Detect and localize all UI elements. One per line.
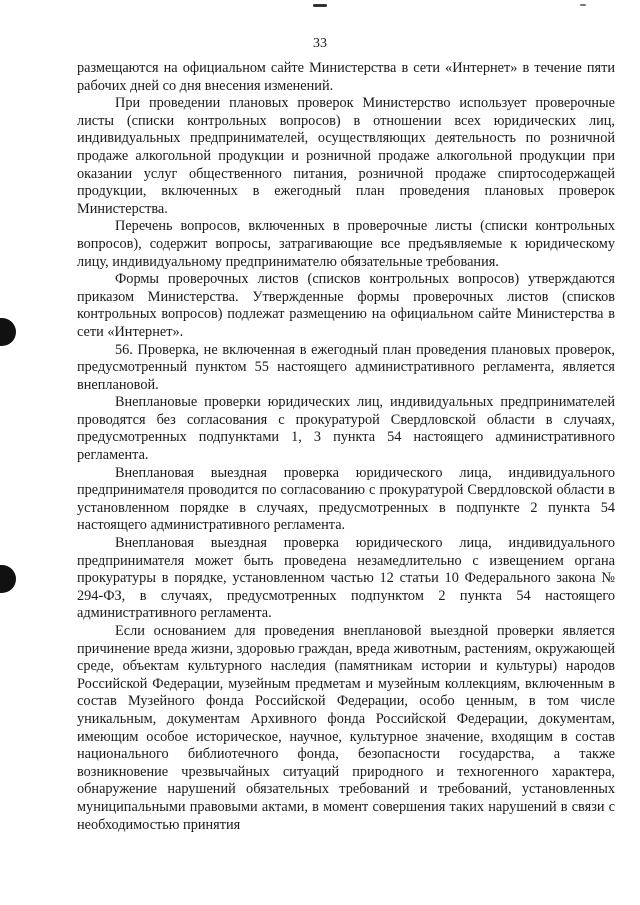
paragraph-harm-grounds: Если основанием для проведения внеплановой выездной проверки является причинение вреда жизни, здоровью граждан, вреда животным, растениям, окружающей среде, объектам культурного наследия (памятникам истории и культуры) народов Российской Федерации, музейным предметам и музейным коллекциям, включенным в состав Музейного фонда Российской Федерации, особо ценным, в том числе уникальным, документам Архивного фонда Российской Федерации, документам, имеющим особое историческое, научное, культурное значение, входящим в состав национального библиотечного фонда, безопасности государства, а также возникновение чрезвычайных ситуаций природного и техногенного характера, обнаружение нарушений обязательных требований и требований, установленных муниципальными правовыми актами, в момент совершения таких нарушений в связи с необходимостью принятия — [77, 623, 615, 833]
scan-artifact — [580, 4, 586, 6]
page-number: 33 — [313, 36, 327, 51]
paragraph-continuation: размещаются на официальном сайте Министерства в сети «Интернет» в течение пяти рабочих дней со дня внесения изменений. — [77, 60, 615, 94]
scan-artifact — [313, 4, 327, 7]
paragraph-checklist-forms: Формы проверочных листов (списков контрольных вопросов) утверждаются приказом Министерства. Утвержденные формы проверочных листов (списков контрольных вопросов) подлежат размещению на официальном сайте Министерства в сети «Интернет». — [77, 271, 615, 340]
hole-punch-mark — [0, 318, 16, 346]
paragraph-item-56: 56. Проверка, не включенная в ежегодный план проведения плановых проверок, предусмотренный пунктом 55 настоящего административного регламента, является внеплановой. — [77, 341, 615, 393]
paragraph-checklists-usage: При проведении плановых проверок Министерство использует проверочные листы (списки контрольных вопросов) в отношении всех юридических лиц, индивидуальных предпринимателей, осуществляющих деятельность по розничной продаже алкогольной продукции и розничной продаже алкогольной продукции при оказании услуг общественного питания, розничной продаже спиртосодержащей продукции, включенных в ежегодный план проведения плановых проверок Министерства. — [77, 95, 615, 217]
paragraph-immediate-inspection: Внеплановая выездная проверка юридического лица, индивидуального предпринимателя может быть проведена незамедлительно с извещением органа прокуратуры в порядке, установленном частью 12 статьи 10 Федерального закона № 294-ФЗ, в случаях, предусмотренных подпунктом 2 пункта 54 настоящего административного регламента. — [77, 535, 615, 622]
document-body — [77, 60, 615, 834]
paragraph-unscheduled-with-approval: Внеплановая выездная проверка юридического лица, индивидуального предпринимателя проводится по согласованию с прокуратурой Свердловской области в установленном порядке в случаях, предусмотренных в подпункте 2 пункта 54 настоящего административного регламента. — [77, 464, 615, 534]
hole-punch-mark — [0, 565, 16, 593]
paragraph-unscheduled-no-approval: Внеплановые проверки юридических лиц, индивидуальных предпринимателей проводятся без согласования с прокуратурой Свердловской области в случаях, предусмотренных подпунктами 1, 3 пункта 54 настоящего административного регламента. — [77, 394, 615, 464]
paragraph-questions-list: Перечень вопросов, включенных в проверочные листы (списки контрольных вопросов), содержит вопросы, затрагивающие все предъявляемые к юридическому лицу, индивидуальному предпринимателю обязательные требования. — [77, 218, 615, 270]
